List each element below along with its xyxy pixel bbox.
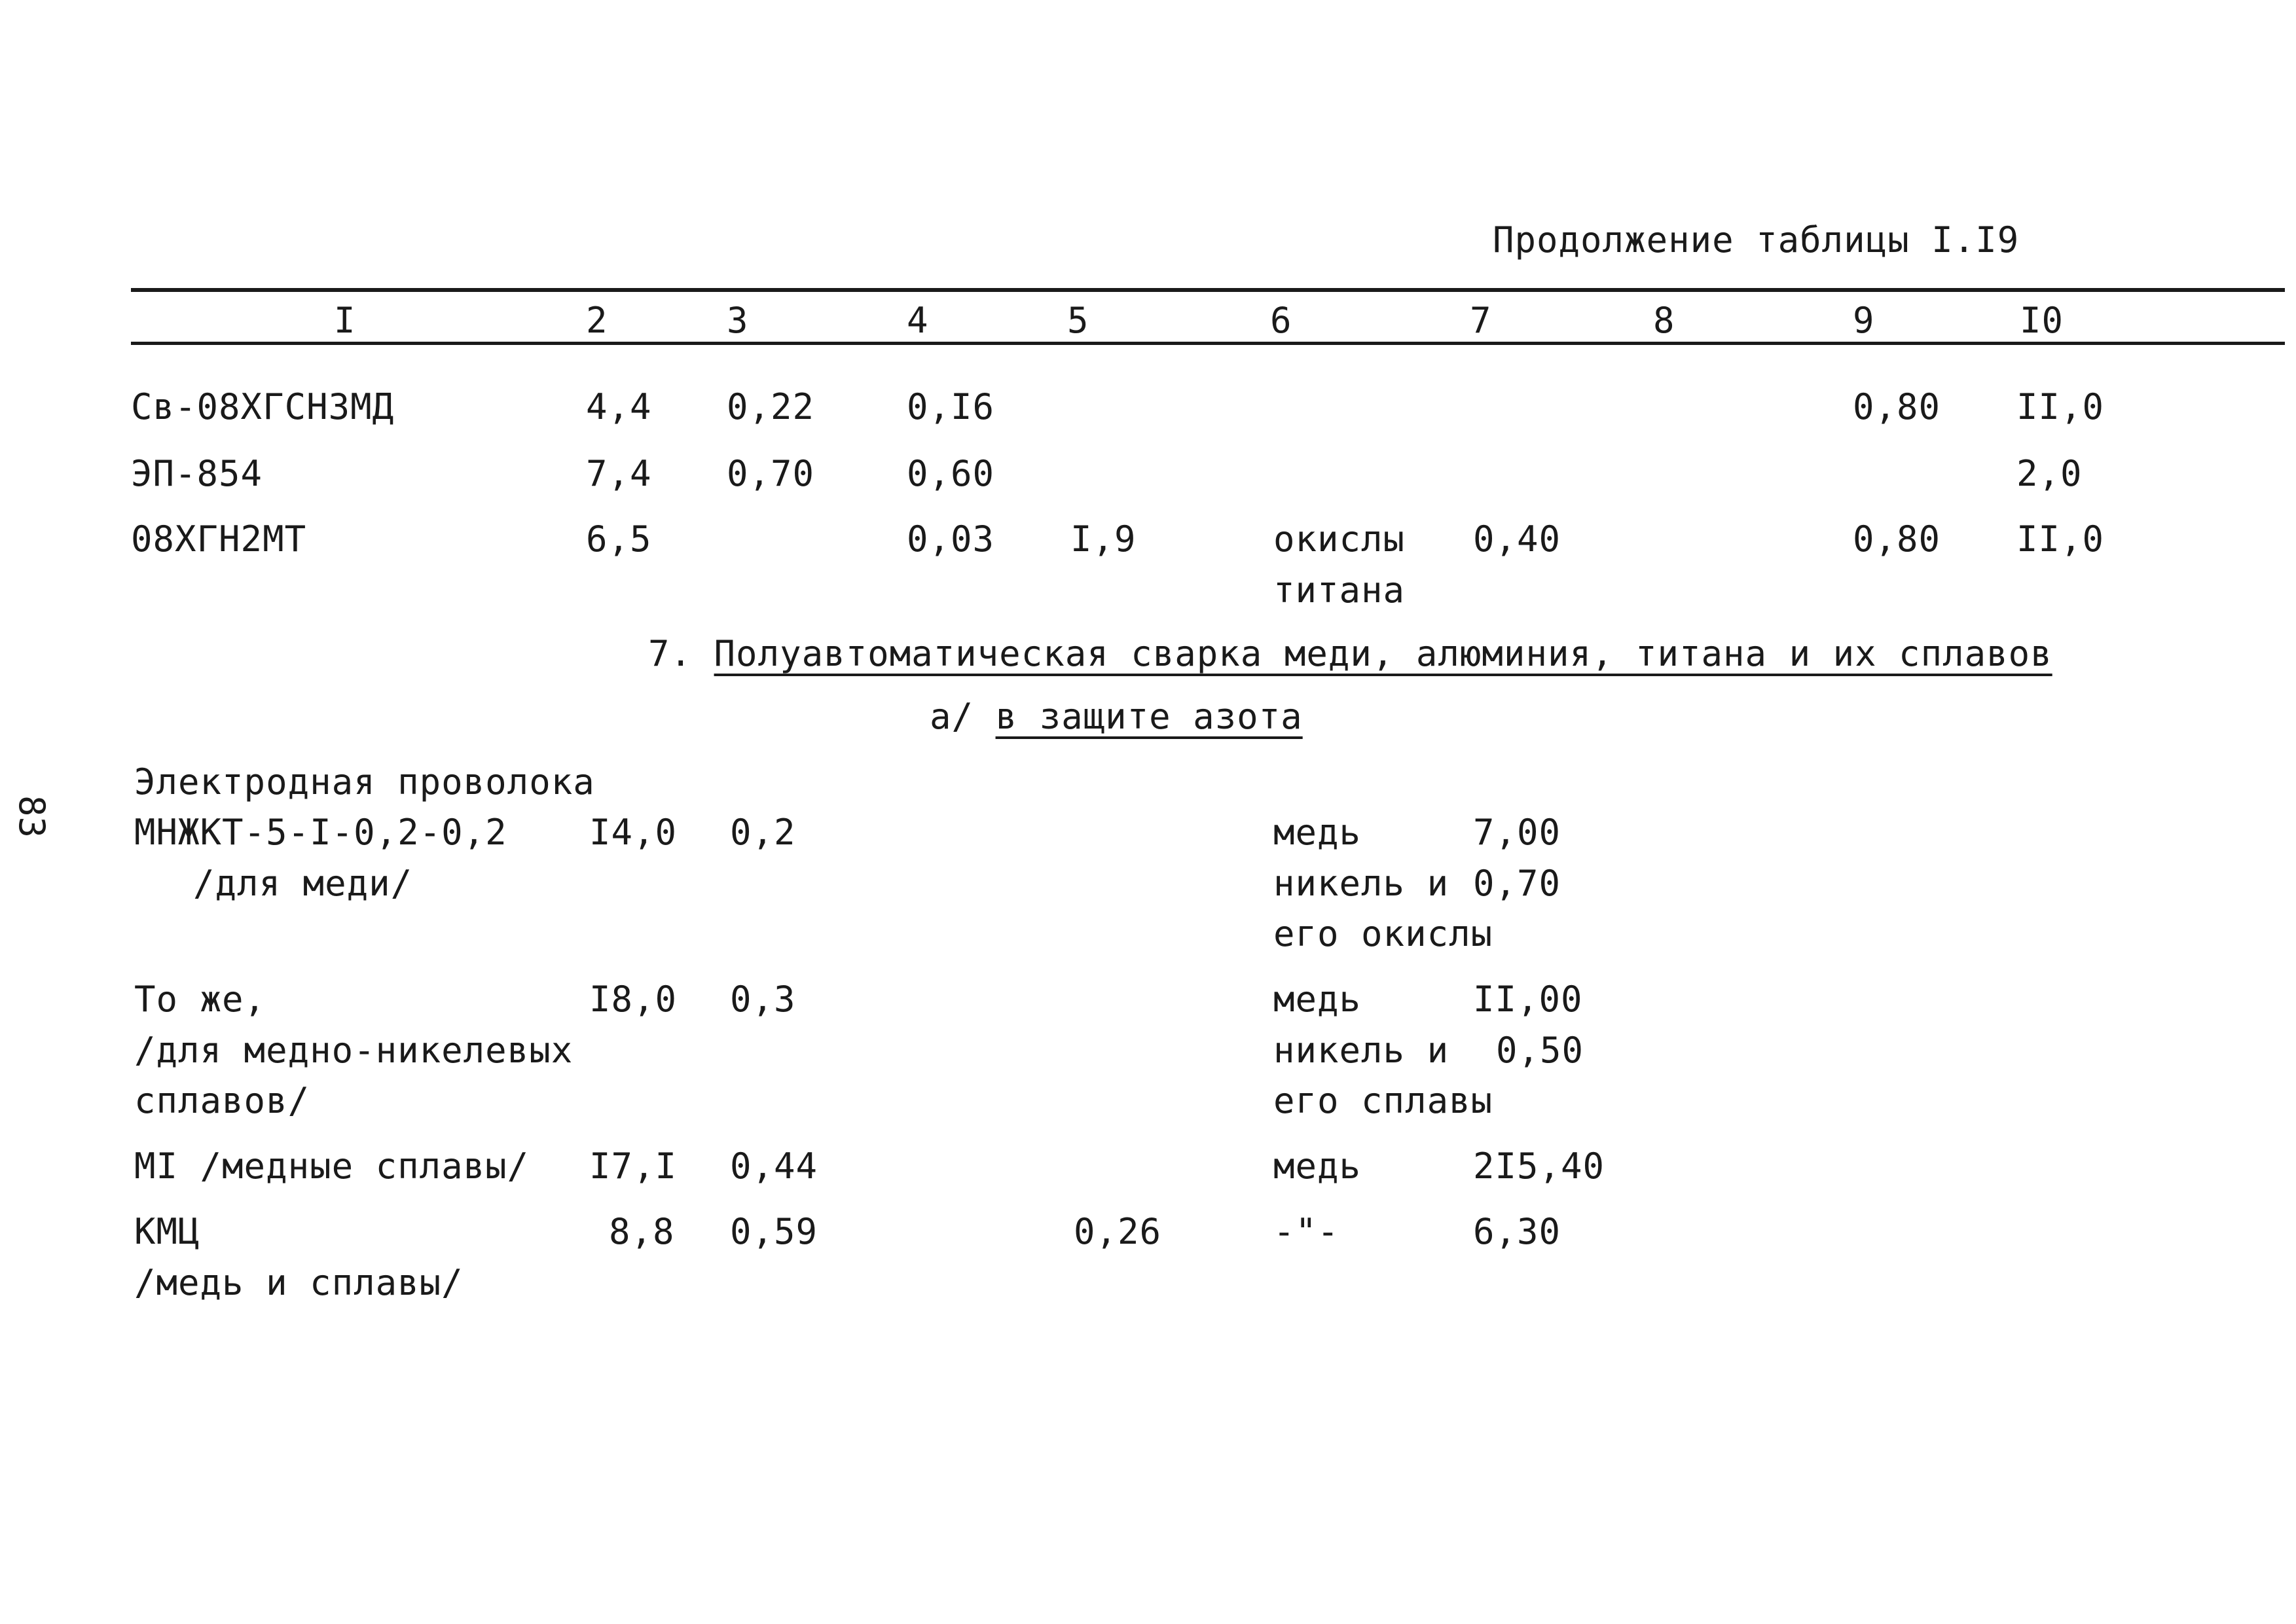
table-cell: 7,00 [1473, 812, 1561, 853]
subsection-heading [930, 696, 1303, 737]
section-number: 7. [648, 633, 693, 674]
table-cell: 0,80 [1853, 386, 1941, 427]
table-cell: /для меди/ [193, 863, 413, 904]
column-header: 3 [727, 300, 749, 341]
table-cell: /для медно-никелевых [134, 1030, 574, 1071]
table-cell: 4,4 [586, 386, 652, 427]
table-cell: 0,I6 [907, 386, 995, 427]
table-cell: 2I5,40 [1473, 1146, 1605, 1187]
column-header: 4 [907, 300, 929, 341]
table-cell: сплавов/ [134, 1080, 310, 1121]
table-cell: медь [1273, 1146, 1362, 1187]
table-cell: 0,3 [730, 979, 796, 1020]
table-cell: 0,70 [1473, 863, 1561, 904]
table-cell: ЭП-854 [131, 453, 263, 494]
table-cell: окислы [1273, 518, 1406, 560]
table-cell: 8,8 [609, 1211, 675, 1252]
column-header: 2 [586, 300, 608, 341]
table-cell: 0,26 [1074, 1211, 1162, 1252]
page-number: 83 [11, 795, 52, 839]
table-cell: /медь и сплавы/ [134, 1262, 464, 1303]
subsection-prefix: а/ [930, 696, 974, 737]
table-cell: II,0 [2016, 518, 2105, 560]
table-cell: 0,22 [727, 386, 815, 427]
section-title: Полуавтоматическая сварка меди, алюминия, титана и их сплавов [714, 633, 2052, 674]
column-header: 6 [1270, 300, 1292, 341]
table-cell: МI /медные сплавы/ [134, 1146, 530, 1187]
table-cell: Электродная проволока [134, 761, 595, 803]
table-cell: 0,03 [907, 518, 995, 560]
table-cell: 7,4 [586, 453, 652, 494]
table-cell: II,00 [1473, 979, 1583, 1020]
table-cell: МНЖКТ-5-I-0,2-0,2 [134, 812, 507, 853]
table-cell: медь [1273, 812, 1362, 853]
table-cell: никель и [1273, 1030, 1449, 1071]
table-cell: 08ХГН2МТ [131, 518, 307, 560]
table-cell: 6,5 [586, 518, 652, 560]
table-top-rule [131, 288, 2285, 292]
table-cell: 0,80 [1853, 518, 1941, 560]
table-continuation-caption: Продолжение таблицы I.I9 [1493, 219, 2020, 261]
table-cell: -"- [1273, 1211, 1339, 1252]
column-header: 5 [1067, 300, 1089, 341]
table-cell: 6,30 [1473, 1211, 1561, 1252]
table-cell: медь [1273, 979, 1362, 1020]
table-cell: КМЦ [134, 1211, 200, 1252]
table-cell: 0,40 [1473, 518, 1561, 560]
table-cell: титана [1273, 569, 1406, 611]
section-heading [648, 633, 2052, 674]
table-cell: 0,50 [1496, 1030, 1584, 1071]
table-cell: I,9 [1070, 518, 1137, 560]
column-header: 9 [1853, 300, 1875, 341]
table-cell: Св-08ХГСН3МД [131, 386, 395, 427]
table-cell: I7,I [589, 1146, 678, 1187]
column-header: 8 [1653, 300, 1675, 341]
table-cell: 0,2 [730, 812, 796, 853]
table-cell: I4,0 [589, 812, 678, 853]
table-cell: 0,59 [730, 1211, 818, 1252]
table-cell: То же, [134, 979, 266, 1020]
table-cell: никель и [1273, 863, 1449, 904]
table-cell: 2,0 [2016, 453, 2083, 494]
table-header-rule [131, 342, 2285, 345]
table-cell: его сплавы [1273, 1080, 1493, 1121]
table-cell: 0,60 [907, 453, 995, 494]
table-cell: II,0 [2016, 386, 2105, 427]
column-header: I [334, 300, 356, 341]
column-header: I0 [2020, 300, 2064, 341]
table-cell: 0,44 [730, 1146, 818, 1187]
subsection-title: в защите азота [995, 696, 1303, 737]
table-cell: I8,0 [589, 979, 678, 1020]
table-cell: 0,70 [727, 453, 815, 494]
table-cell: его окислы [1273, 913, 1493, 954]
column-header: 7 [1470, 300, 1492, 341]
